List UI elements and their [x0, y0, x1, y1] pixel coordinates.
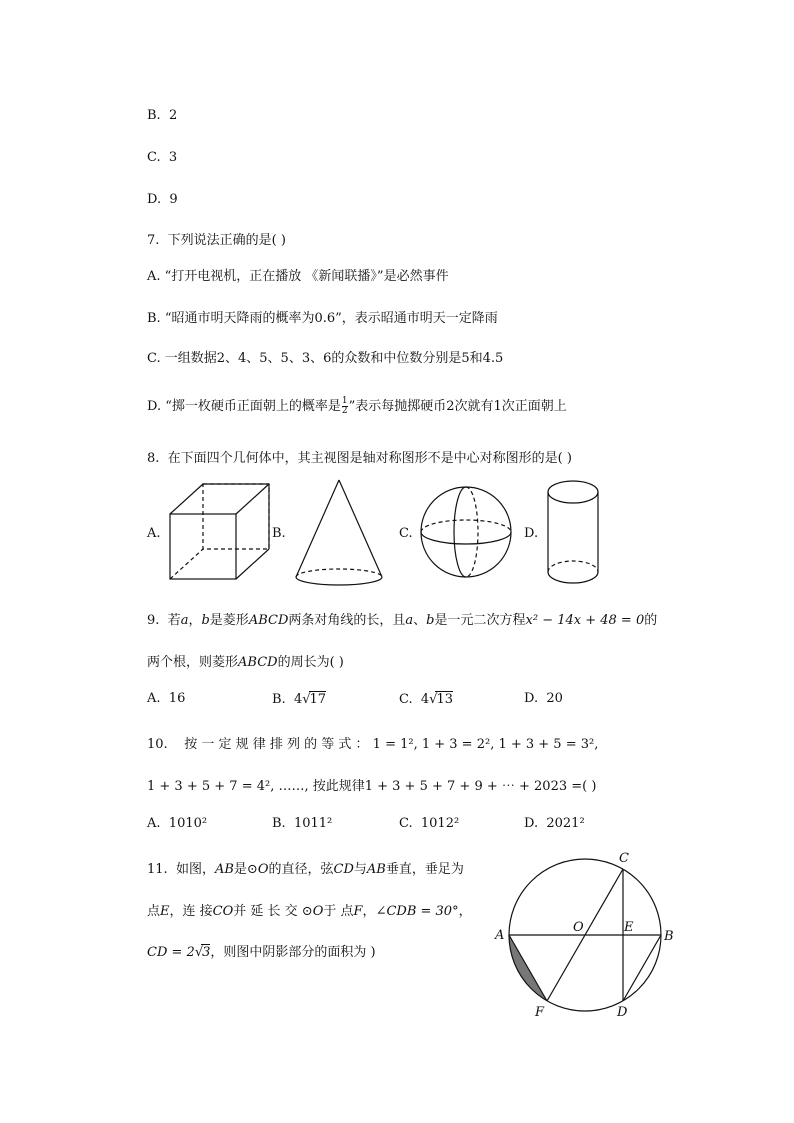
q6-option-b: B. 2: [147, 108, 178, 123]
q8-label-a: A.: [147, 526, 161, 541]
q7-stem: 7. 下列说法正确的是( ): [147, 233, 286, 248]
q7-option-b: B. “昭通市明天降雨的概率为0.6”，表示昭通市明天一定降雨: [147, 311, 498, 326]
q10-line-1: 10. 按 一 定 规 律 排 列 的 等 式 ： 1 = 1², 1 + 3 = 2², 1 + 3 + 5 = 3²,: [147, 737, 599, 752]
figure-label-d: D: [617, 1005, 628, 1020]
q8-stem: 8. 在下面四个几何体中，其主视图是轴对称图形不是中心对称图形的是( ): [147, 451, 572, 466]
figure-label-b: B: [664, 929, 674, 944]
cone-icon: [296, 480, 382, 585]
q7-option-d: D. “掷一枚硬币正面朝上的概率是 $\frac{1}{2}$ ”表示每抛掷硬币2次就有1次正面朝上: [147, 396, 567, 416]
q8-label-d: D.: [524, 526, 539, 541]
q9-option-a: A. 16: [147, 691, 186, 706]
q11-line-3: CD = 2√3，则图中阴影部分的面积为 ): [147, 945, 376, 960]
figure-label-o: O: [573, 920, 584, 935]
q9-line-1: 9. 若a，b是菱形ABCD两条对角线的长，且a、b是一元二次方程x² − 14x + 48 = 0的: [147, 613, 658, 628]
figure-label-f: F: [535, 1005, 545, 1020]
q11-line-2: 点E，连 接CO并 延 长 交 ⊙O于 点F，∠CDB = 30°，: [147, 904, 472, 919]
q11-line-1: 11. 如图，AB是⊙O的直径，弦CD与AB垂直，垂足为: [147, 862, 464, 877]
q10-option-c: C. 1012²: [399, 816, 460, 831]
q10-option-d: D. 2021²: [524, 816, 585, 831]
q9-option-b: B. 4√17: [272, 692, 327, 707]
q8-label-b: B.: [272, 526, 286, 541]
cylinder-icon: [548, 481, 598, 583]
q9-line-2: 两个根，则菱形ABCD的周长为( ): [147, 655, 344, 670]
q7-option-a: A. “打开电视机，正在播放 《新闻联播》”是必然事件: [147, 269, 449, 284]
q9-option-c: C. 4√13: [399, 692, 454, 707]
figure-label-c: C: [619, 851, 629, 866]
cube-icon: [170, 484, 269, 579]
q6-option-d: D. 9: [147, 192, 178, 207]
circle-figure: [509, 859, 661, 1011]
q10-option-a: A. 1010²: [147, 816, 208, 831]
q10-option-b: B. 1011²: [272, 816, 333, 831]
figure-label-e: E: [624, 920, 634, 935]
figure-label-a: A: [495, 928, 505, 943]
q8-label-c: C.: [399, 526, 413, 541]
q9-option-d: D. 20: [524, 691, 563, 706]
q6-option-c: C. 3: [147, 150, 178, 165]
q10-line-2: 1 + 3 + 5 + 7 = 4², ……, 按此规律1 + 3 + 5 + 7 + 9 + ⋯ + 2023 =( ): [147, 779, 597, 794]
q7-option-c: C. 一组数据2、4、5、5、3、6的众数和中位数分别是5和4.5: [147, 351, 504, 366]
sphere-icon: [421, 487, 511, 577]
fraction-one-half: $\frac{1}{2}$: [341, 396, 348, 416]
